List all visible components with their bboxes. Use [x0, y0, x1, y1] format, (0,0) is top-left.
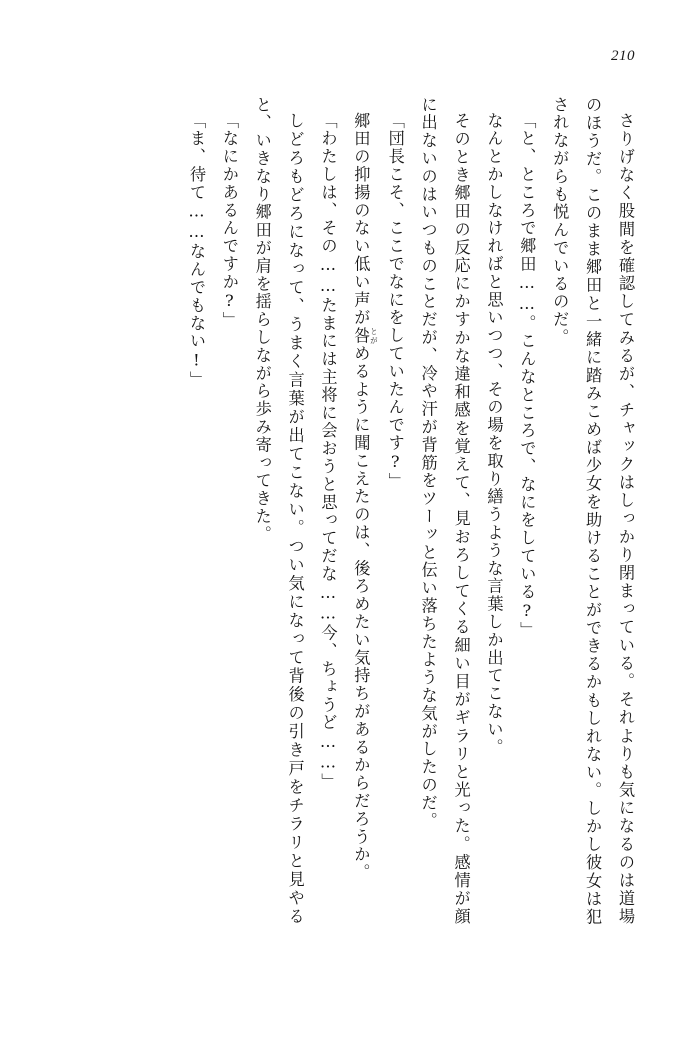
paragraph: 「団長こそ、ここでなにをしていたんです?」 [385, 112, 405, 491]
paragraph: 「わたしは、その……たまには主将に会おうと思ってだな……今、ちょうど……」 [318, 112, 338, 792]
paragraph: そのとき郷田の反応にかすかな違和感を覚えて、見おろしてくる細い目がギラリと光った。感情が顔に出ないのはいつものことだが、冷や汗が背筋をツーッと伝い落ちたような気がしたのだ。 [418, 96, 471, 926]
paragraph: なんとかしなければと思いつつ、その場を取り繕うような言葉しか出てこない。 [484, 112, 504, 757]
paragraph: さりげなく股間を確認してみるが、チャックはしっかり閉まっている。それよりも気になるのは道場のほうだ。このまま郷田と一緒に踏みこめば少女を助けることができるかもしれない。しかし彼女は犯されながらも悦んでいるのだ。 [550, 96, 635, 926]
ruby-annotation [351, 327, 379, 345]
paragraph-with-ruby [343, 96, 377, 926]
page-number: 210 [611, 48, 635, 64]
paragraph: 「なにかあるんですか?」 [219, 112, 239, 330]
paragraph: しどろもどろになって、うまく言葉が出てこない。つい気になって背後の引き戸をチラリと見やると、いきなり郷田が肩を揺らしながら歩み寄ってきた。 [252, 96, 305, 926]
paragraph: 「ま、待て……なんでもない!」 [186, 112, 206, 390]
ruby-reading: とが [369, 327, 379, 345]
body-text-vertical [71, 96, 641, 926]
paragraph: 「と、ところで郷田……。こんなところで、なにをしている?」 [517, 112, 537, 640]
paragraph-ruby-run: 郷田の抑揚のない低い声が咎 とがめるように聞こえたのは、後ろめたい気持ちがあるからだろうか。 [351, 112, 379, 882]
ruby-base: 咎 [351, 327, 371, 345]
